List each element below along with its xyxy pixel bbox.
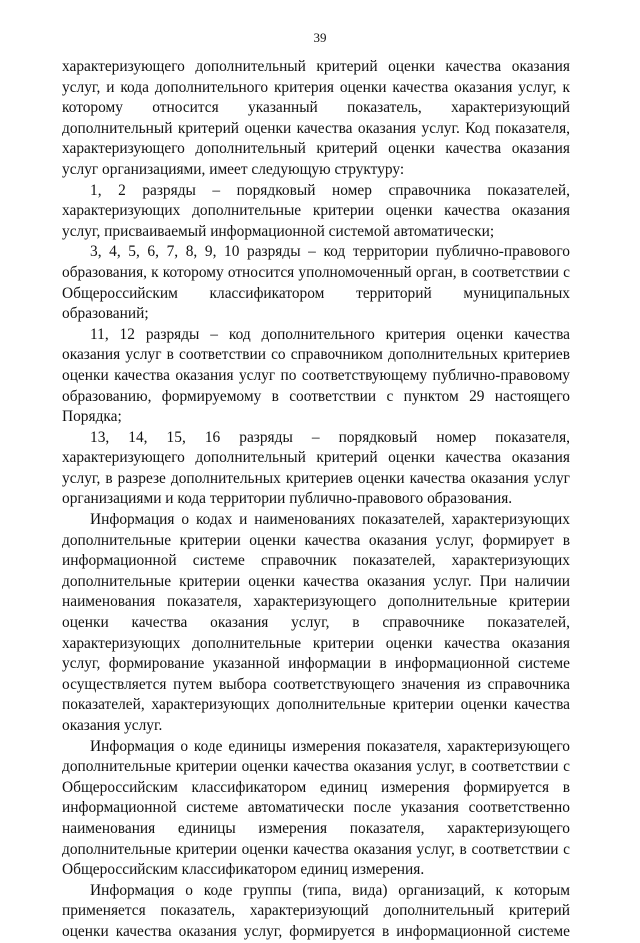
paragraph-code-structure-intro: характеризующего дополнительный критерий оценки качества оказания услуг, и кода дополнительного критерия оценки качества оказания услуг, к которому относится указанный показатель, характеризующий дополнительный критерий оценки качества оказания услуг. Код показателя, характеризующего дополнительный критерий оценки качества оказания услуг организациями, имеет следующую структуру: (62, 58, 570, 178)
paragraph-digits-3-10: 3, 4, 5, 6, 7, 8, 9, 10 разряды – код территории публично-правового образования, к которому относится уполномоченный орган, в соответствии с Общероссийским классификатором территорий муниципальных образований; (62, 243, 570, 323)
paragraph-indicator-codes-info: Информация о кодах и наименованиях показателей, характеризующих дополнительные критерии оценки качества оказания услуг, формирует в информационной системе справочник показателей, характеризующих дополнительные критерии оценки качества оказания услуг. При наличии наименования показателя, характеризующего дополнительные критерии оценки качества оказания услуг, в справочнике показателей, характеризующих дополнительные критерии оценки качества оказания услуг, формирование указанной информации в информационной системе осуществляется путем выбора соответствующего значения из справочника показателей, характеризующих дополнительные критерии оценки качества оказания услуг. (62, 511, 570, 734)
paragraph-digits-1-2: 1, 2 разряды – порядковый номер справочника показателей, характеризующих дополнительные критерии оценки качества оказания услуг, присваиваемый информационной системой автоматически; (62, 181, 570, 240)
document-body (62, 57, 570, 943)
page-number: 39 (313, 30, 327, 45)
paragraph-measurement-unit-info: Информация о коде единицы измерения показателя, характеризующего дополнительные критерии оценки качества оказания услуг, в соответствии с Общероссийским классификатором единиц измерения формируется в информационной системе автоматически после указания соответственно наименования единицы измерения показателя, характеризующего дополнительные критерии оценки качества оказания услуг, в соответствии с Общероссийским классификатором единиц измерения. (62, 737, 570, 879)
paragraph-organization-group-info: Информация о коде группы (типа, вида) организаций, к которым применяется показатель, характеризующий дополнительный критерий оценки качества оказания услуг, формируется в информационной системе (62, 881, 570, 940)
paragraph-digits-13-16: 13, 14, 15, 16 разряды – порядковый номер показателя, характеризующего дополнительный критерий оценки качества оказания услуг, в разрезе дополнительных критериев оценки качества оказания услуг организациями и кода территории публично-правового образования. (62, 428, 570, 508)
paragraph-digits-11-12: 11, 12 разряды – код дополнительного критерия оценки качества оказания услуг в соответствии со справочником дополнительных критериев оценки качества оказания услуг по соответствующему публично-правовому образованию, формируемому в соответствии с пунктом 29 настоящего Порядка; (62, 325, 570, 426)
